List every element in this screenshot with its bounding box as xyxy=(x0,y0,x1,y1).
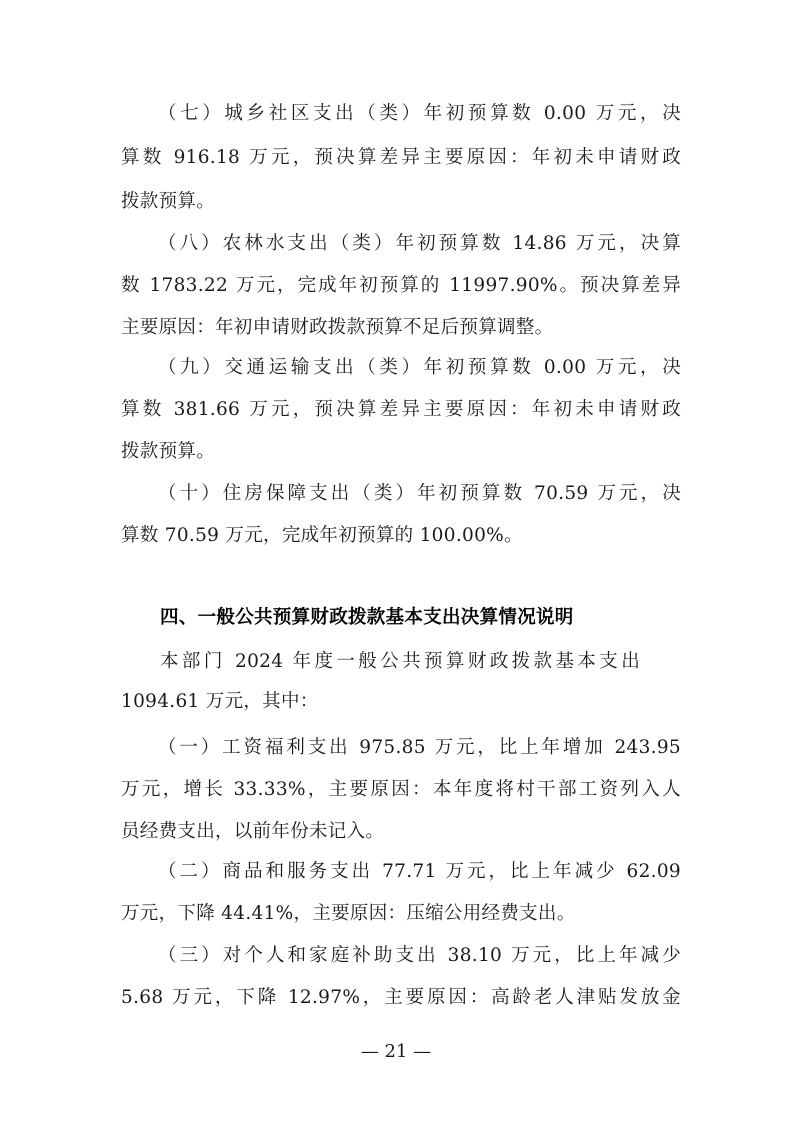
page-number: — 21 — xyxy=(360,1041,432,1062)
paragraph-line: （一）工资福利支出 975.85 万元，比上年增加 243.95 xyxy=(158,737,681,758)
paragraph-line: （二）商品和服务支出 77.71 万元，比上年减少 62.09 xyxy=(158,861,681,882)
paragraph-line: 万元，增长 33.33%，主要原因：本年度将村干部工资列入人 xyxy=(121,779,681,800)
paragraph-line: 员经费支出，以前年份未记入。 xyxy=(121,821,385,842)
paragraph-line: 拨款预算。 xyxy=(121,191,216,212)
paragraph-line: （九）交通运输支出（类）年初预算数 0.00 万元，决 xyxy=(158,357,681,378)
paragraph-line: （七）城乡社区支出（类）年初预算数 0.00 万元，决 xyxy=(158,103,681,124)
paragraph-line: 5.68 万元，下降 12.97%，主要原因：高龄老人津贴发放金 xyxy=(121,987,681,1008)
paragraph-line: （三）对个人和家庭补助支出 38.10 万元，比上年减少 xyxy=(158,945,681,966)
paragraph-line: （八）农林水支出（类）年初预算数 14.86 万元，决算 xyxy=(158,233,681,254)
section-heading: 四、一般公共预算财政拨款基本支出决算情况说明 xyxy=(160,607,574,628)
paragraph-line: 算数 70.59 万元，完成年初预算的 100.00%。 xyxy=(121,525,523,546)
paragraph-line: 算数 916.18 万元，预决算差异主要原因：年初未申请财政 xyxy=(121,147,681,168)
paragraph-line: 主要原因：年初申请财政拨款预算不足后预算调整。 xyxy=(121,317,554,338)
paragraph-line: （十）住房保障支出（类）年初预算数 70.59 万元，决 xyxy=(158,483,681,504)
paragraph-line: 数 1783.22 万元，完成年初预算的 11997.90%。预决算差异 xyxy=(121,275,681,296)
paragraph-line: 万元，下降 44.41%，主要原因：压缩公用经费支出。 xyxy=(121,903,576,924)
paragraph-line: 本部门 2024 年度一般公共预算财政拨款基本支出 xyxy=(160,651,640,672)
paragraph-line: 算数 381.66 万元，预决算差异主要原因：年初未申请财政 xyxy=(121,399,681,420)
paragraph-line: 拨款预算。 xyxy=(121,441,216,462)
paragraph-line: 1094.61 万元，其中： xyxy=(121,691,319,712)
